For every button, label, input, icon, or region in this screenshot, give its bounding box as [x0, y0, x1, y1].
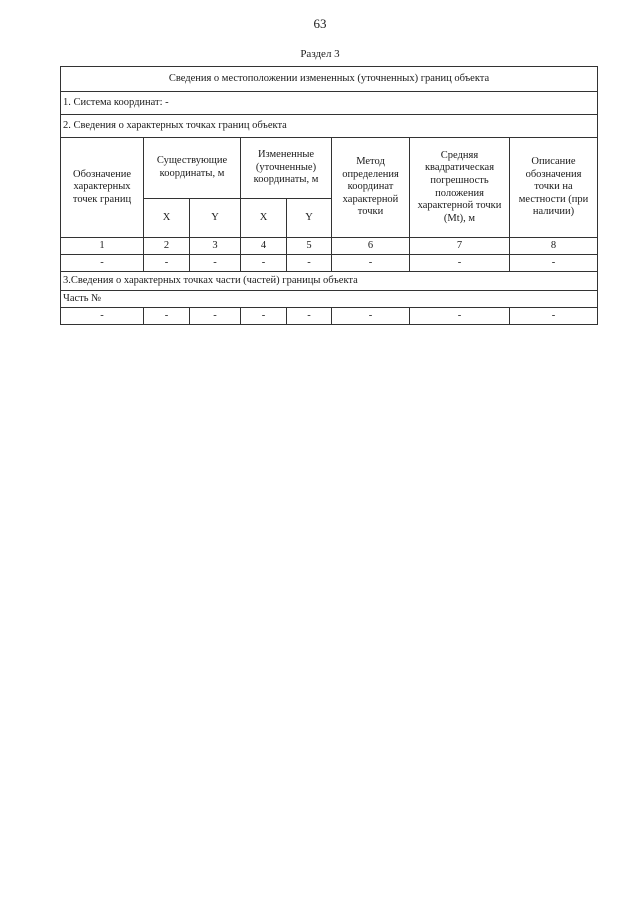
header-row-1: [61, 138, 598, 199]
header-description: Описание обозначения точки на местности (при наличии): [510, 138, 598, 238]
column-number: 6: [332, 238, 410, 255]
column-number: 4: [241, 238, 287, 255]
column-number: 5: [287, 238, 332, 255]
column-number: 3: [190, 238, 241, 255]
boundary-points-table: [60, 66, 598, 325]
points-section-row: [61, 115, 598, 138]
table-cell: -: [61, 255, 144, 272]
points-section-label: 2. Сведения о характерных точках границ объекта: [61, 115, 598, 138]
header-y-existing: Y: [190, 199, 241, 238]
header-x-changed: X: [241, 199, 287, 238]
parts-section-row: [61, 272, 598, 291]
table-cell: -: [287, 255, 332, 272]
column-number: 1: [61, 238, 144, 255]
table-row: [61, 255, 598, 272]
header-existing-coords: Существующие координаты, м: [144, 138, 241, 199]
coord-system-row: [61, 92, 598, 115]
header-designation: Обозначение характерных точек границ: [61, 138, 144, 238]
table-cell: -: [332, 255, 410, 272]
parts-section-label: 3.Сведения о характерных точках части (частей) границы объекта: [61, 272, 598, 291]
coord-system-label: 1. Система координат: -: [61, 92, 598, 115]
table-row: [61, 308, 598, 325]
header-accuracy: Средняя квадратическая погрешность положения характерной точки (Mt), м: [410, 138, 510, 238]
header-method: Метод определения координат характерной точки: [332, 138, 410, 238]
table-cell: -: [241, 308, 287, 325]
column-number: 8: [510, 238, 598, 255]
section-title: Раздел 3: [300, 48, 340, 60]
table-cell: -: [190, 255, 241, 272]
table-cell: -: [510, 308, 598, 325]
column-number: 7: [410, 238, 510, 255]
column-number: 2: [144, 238, 190, 255]
part-number-row: [61, 291, 598, 308]
table-cell: -: [241, 255, 287, 272]
table-title-row: [61, 67, 598, 92]
column-numbers-row: [61, 238, 598, 255]
table-cell: -: [144, 308, 190, 325]
header-changed-coords: Измененные (уточненные) координаты, м: [241, 138, 332, 199]
table-title: Сведения о местоположении измененных (уточненных) границ объекта: [61, 67, 598, 92]
table-cell: -: [61, 308, 144, 325]
header-x-existing: X: [144, 199, 190, 238]
header-y-changed: Y: [287, 199, 332, 238]
page-number: 63: [313, 16, 327, 31]
table-cell: -: [144, 255, 190, 272]
table-cell: -: [410, 308, 510, 325]
table-cell: -: [287, 308, 332, 325]
part-number-label: Часть №: [61, 291, 598, 308]
table-cell: -: [510, 255, 598, 272]
table-cell: -: [190, 308, 241, 325]
table-cell: -: [410, 255, 510, 272]
table-cell: -: [332, 308, 410, 325]
